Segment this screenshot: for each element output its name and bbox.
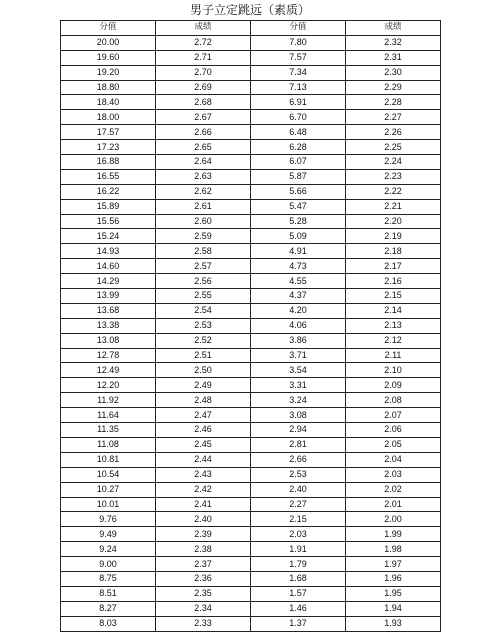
cell-result-right: 2.23 (346, 169, 441, 184)
cell-score-right: 5.28 (251, 214, 346, 229)
cell-result-right: 2.10 (346, 363, 441, 378)
cell-result-left: 2.59 (156, 229, 251, 244)
cell-score-right: 2.27 (251, 497, 346, 512)
cell-result-right: 2.29 (346, 80, 441, 95)
cell-result-left: 2.60 (156, 214, 251, 229)
cell-score-right: 6.28 (251, 140, 346, 155)
cell-result-right: 2.03 (346, 467, 441, 482)
table-row (61, 289, 441, 304)
cell-result-left: 2.48 (156, 393, 251, 408)
cell-score-right: 4.55 (251, 274, 346, 289)
cell-score-right: 5.47 (251, 199, 346, 214)
cell-result-left: 2.34 (156, 601, 251, 616)
cell-result-right: 2.25 (346, 140, 441, 155)
cell-score-left: 9.76 (61, 512, 156, 527)
cell-result-left: 2.61 (156, 199, 251, 214)
table-row (61, 184, 441, 199)
cell-result-left: 2.70 (156, 65, 251, 80)
cell-result-right: 2.08 (346, 393, 441, 408)
cell-result-right: 2.04 (346, 452, 441, 467)
table-row (61, 497, 441, 512)
cell-result-left: 2.64 (156, 155, 251, 170)
cell-score-left: 9.49 (61, 527, 156, 542)
cell-score-right: 3.24 (251, 393, 346, 408)
cell-result-right: 2.02 (346, 482, 441, 497)
cell-result-left: 2.54 (156, 303, 251, 318)
cell-score-right: 2.53 (251, 467, 346, 482)
cell-result-right: 2.12 (346, 333, 441, 348)
cell-score-right: 2.15 (251, 512, 346, 527)
table-row (61, 95, 441, 110)
cell-result-right: 2.05 (346, 437, 441, 452)
cell-score-left: 8.75 (61, 571, 156, 586)
table-row (61, 482, 441, 497)
cell-result-right: 1.93 (346, 616, 441, 631)
table-row (61, 423, 441, 438)
cell-score-left: 12.49 (61, 363, 156, 378)
cell-result-left: 2.52 (156, 333, 251, 348)
cell-result-left: 2.69 (156, 80, 251, 95)
cell-score-right: 4.91 (251, 244, 346, 259)
header-row (61, 21, 441, 36)
cell-score-left: 10.01 (61, 497, 156, 512)
cell-result-left: 2.67 (156, 110, 251, 125)
table-row (61, 259, 441, 274)
cell-score-right: 3.71 (251, 348, 346, 363)
cell-score-left: 11.92 (61, 393, 156, 408)
cell-score-left: 14.93 (61, 244, 156, 259)
cell-result-right: 2.28 (346, 95, 441, 110)
cell-score-left: 10.81 (61, 452, 156, 467)
table-row (61, 601, 441, 616)
table-row (61, 557, 441, 572)
cell-score-right: 3.54 (251, 363, 346, 378)
cell-result-left: 2.41 (156, 497, 251, 512)
cell-score-right: 5.66 (251, 184, 346, 199)
cell-score-right: 6.91 (251, 95, 346, 110)
cell-result-right: 2.16 (346, 274, 441, 289)
cell-result-left: 2.40 (156, 512, 251, 527)
table-row (61, 542, 441, 557)
table-row (61, 80, 441, 95)
table-row (61, 393, 441, 408)
cell-result-left: 2.49 (156, 378, 251, 393)
cell-score-left: 17.57 (61, 125, 156, 140)
table-row (61, 452, 441, 467)
cell-result-right: 2.14 (346, 303, 441, 318)
cell-score-left: 15.89 (61, 199, 156, 214)
table-row (61, 348, 441, 363)
header-score-right: 分值 (251, 21, 346, 36)
cell-result-left: 2.46 (156, 423, 251, 438)
cell-score-right: 1.57 (251, 586, 346, 601)
cell-result-right: 1.96 (346, 571, 441, 586)
cell-score-left: 13.08 (61, 333, 156, 348)
cell-result-right: 2.31 (346, 50, 441, 65)
table-row (61, 155, 441, 170)
cell-score-left: 11.08 (61, 437, 156, 452)
table-row (61, 437, 441, 452)
cell-result-left: 2.50 (156, 363, 251, 378)
table-row (61, 244, 441, 259)
table-row (61, 140, 441, 155)
cell-score-left: 13.99 (61, 289, 156, 304)
cell-result-right: 2.30 (346, 65, 441, 80)
table-row (61, 318, 441, 333)
cell-score-left: 8.03 (61, 616, 156, 631)
cell-score-left: 10.54 (61, 467, 156, 482)
cell-result-right: 2.15 (346, 289, 441, 304)
cell-score-right: 5.09 (251, 229, 346, 244)
cell-score-left: 19.60 (61, 50, 156, 65)
cell-score-right: 1.46 (251, 601, 346, 616)
table-row (61, 50, 441, 65)
cell-score-left: 18.00 (61, 110, 156, 125)
cell-score-right: 4.06 (251, 318, 346, 333)
cell-score-right: 2.94 (251, 423, 346, 438)
table-row (61, 512, 441, 527)
cell-result-left: 2.38 (156, 542, 251, 557)
cell-result-left: 2.37 (156, 557, 251, 572)
cell-score-right: 4.73 (251, 259, 346, 274)
cell-score-left: 15.56 (61, 214, 156, 229)
cell-result-right: 1.95 (346, 586, 441, 601)
table-row (61, 110, 441, 125)
cell-result-left: 2.71 (156, 50, 251, 65)
table-body (61, 35, 441, 631)
cell-score-right: 7.80 (251, 35, 346, 50)
cell-result-right: 2.24 (346, 155, 441, 170)
table-row (61, 586, 441, 601)
cell-score-left: 9.24 (61, 542, 156, 557)
table-row (61, 65, 441, 80)
cell-score-left: 13.68 (61, 303, 156, 318)
cell-result-left: 2.33 (156, 616, 251, 631)
cell-score-right: 2.81 (251, 437, 346, 452)
cell-result-left: 2.56 (156, 274, 251, 289)
table-row (61, 333, 441, 348)
cell-result-left: 2.58 (156, 244, 251, 259)
cell-result-right: 1.99 (346, 527, 441, 542)
cell-score-left: 8.27 (61, 601, 156, 616)
cell-score-right: 4.20 (251, 303, 346, 318)
table-row (61, 274, 441, 289)
table-row (61, 125, 441, 140)
cell-result-left: 2.62 (156, 184, 251, 199)
cell-score-right: 2.03 (251, 527, 346, 542)
cell-result-right: 2.22 (346, 184, 441, 199)
cell-result-right: 1.94 (346, 601, 441, 616)
cell-score-left: 18.80 (61, 80, 156, 95)
cell-score-left: 11.64 (61, 408, 156, 423)
cell-score-right: 3.31 (251, 378, 346, 393)
table-row (61, 169, 441, 184)
cell-score-right: 1.37 (251, 616, 346, 631)
cell-result-right: 2.26 (346, 125, 441, 140)
cell-score-left: 14.60 (61, 259, 156, 274)
cell-result-left: 2.43 (156, 467, 251, 482)
cell-score-right: 3.08 (251, 408, 346, 423)
header-result-left: 成绩 (156, 21, 251, 36)
cell-score-right: 2.40 (251, 482, 346, 497)
cell-result-left: 2.35 (156, 586, 251, 601)
cell-score-right: 6.70 (251, 110, 346, 125)
table-row (61, 408, 441, 423)
cell-score-right: 6.48 (251, 125, 346, 140)
table-row (61, 571, 441, 586)
cell-result-left: 2.66 (156, 125, 251, 140)
cell-score-left: 15.24 (61, 229, 156, 244)
cell-score-left: 20.00 (61, 35, 156, 50)
cell-score-left: 19.20 (61, 65, 156, 80)
cell-result-right: 2.17 (346, 259, 441, 274)
cell-score-left: 11.35 (61, 423, 156, 438)
cell-result-left: 2.36 (156, 571, 251, 586)
cell-score-right: 4.37 (251, 289, 346, 304)
table-row (61, 229, 441, 244)
cell-score-right: 5.87 (251, 169, 346, 184)
cell-score-right: 2.66 (251, 452, 346, 467)
cell-score-right: 1.91 (251, 542, 346, 557)
cell-score-right: 6.07 (251, 155, 346, 170)
cell-result-right: 2.07 (346, 408, 441, 423)
cell-result-right: 2.18 (346, 244, 441, 259)
cell-result-right: 2.13 (346, 318, 441, 333)
cell-result-left: 2.57 (156, 259, 251, 274)
table-row (61, 303, 441, 318)
cell-result-left: 2.55 (156, 289, 251, 304)
score-table (60, 20, 441, 632)
cell-result-left: 2.45 (156, 437, 251, 452)
cell-result-left: 2.42 (156, 482, 251, 497)
table-title: 男子立定跳远（素质） (189, 3, 310, 17)
cell-result-left: 2.53 (156, 318, 251, 333)
table-row (61, 616, 441, 631)
table-row (61, 214, 441, 229)
cell-result-right: 1.98 (346, 542, 441, 557)
cell-result-right: 2.00 (346, 512, 441, 527)
cell-result-left: 2.51 (156, 348, 251, 363)
cell-result-left: 2.47 (156, 408, 251, 423)
cell-score-right: 7.57 (251, 50, 346, 65)
header-score-left: 分值 (61, 21, 156, 36)
cell-result-left: 2.63 (156, 169, 251, 184)
cell-result-right: 2.09 (346, 378, 441, 393)
cell-result-right: 2.20 (346, 214, 441, 229)
cell-score-left: 8.51 (61, 586, 156, 601)
cell-score-right: 1.79 (251, 557, 346, 572)
cell-score-left: 16.22 (61, 184, 156, 199)
cell-result-right: 2.32 (346, 35, 441, 50)
cell-score-left: 17.23 (61, 140, 156, 155)
table-row (61, 378, 441, 393)
cell-score-left: 12.20 (61, 378, 156, 393)
cell-score-left: 16.88 (61, 155, 156, 170)
cell-result-left: 2.65 (156, 140, 251, 155)
cell-score-left: 13.38 (61, 318, 156, 333)
cell-result-right: 2.01 (346, 497, 441, 512)
cell-result-right: 2.06 (346, 423, 441, 438)
cell-result-right: 1.97 (346, 557, 441, 572)
cell-result-left: 2.72 (156, 35, 251, 50)
cell-score-right: 7.34 (251, 65, 346, 80)
table-row (61, 527, 441, 542)
cell-score-left: 12.78 (61, 348, 156, 363)
cell-score-left: 10.27 (61, 482, 156, 497)
cell-score-left: 9.00 (61, 557, 156, 572)
cell-score-left: 18.40 (61, 95, 156, 110)
cell-result-right: 2.19 (346, 229, 441, 244)
table-row (61, 363, 441, 378)
cell-result-right: 2.21 (346, 199, 441, 214)
cell-score-left: 14.29 (61, 274, 156, 289)
cell-score-right: 7.13 (251, 80, 346, 95)
cell-score-right: 3.86 (251, 333, 346, 348)
cell-result-left: 2.39 (156, 527, 251, 542)
cell-result-right: 2.27 (346, 110, 441, 125)
cell-result-left: 2.44 (156, 452, 251, 467)
cell-score-right: 1.68 (251, 571, 346, 586)
cell-score-left: 16.55 (61, 169, 156, 184)
table-row (61, 35, 441, 50)
cell-result-left: 2.68 (156, 95, 251, 110)
table-row (61, 199, 441, 214)
cell-result-right: 2.11 (346, 348, 441, 363)
table-row (61, 467, 441, 482)
header-result-right: 成绩 (346, 21, 441, 36)
